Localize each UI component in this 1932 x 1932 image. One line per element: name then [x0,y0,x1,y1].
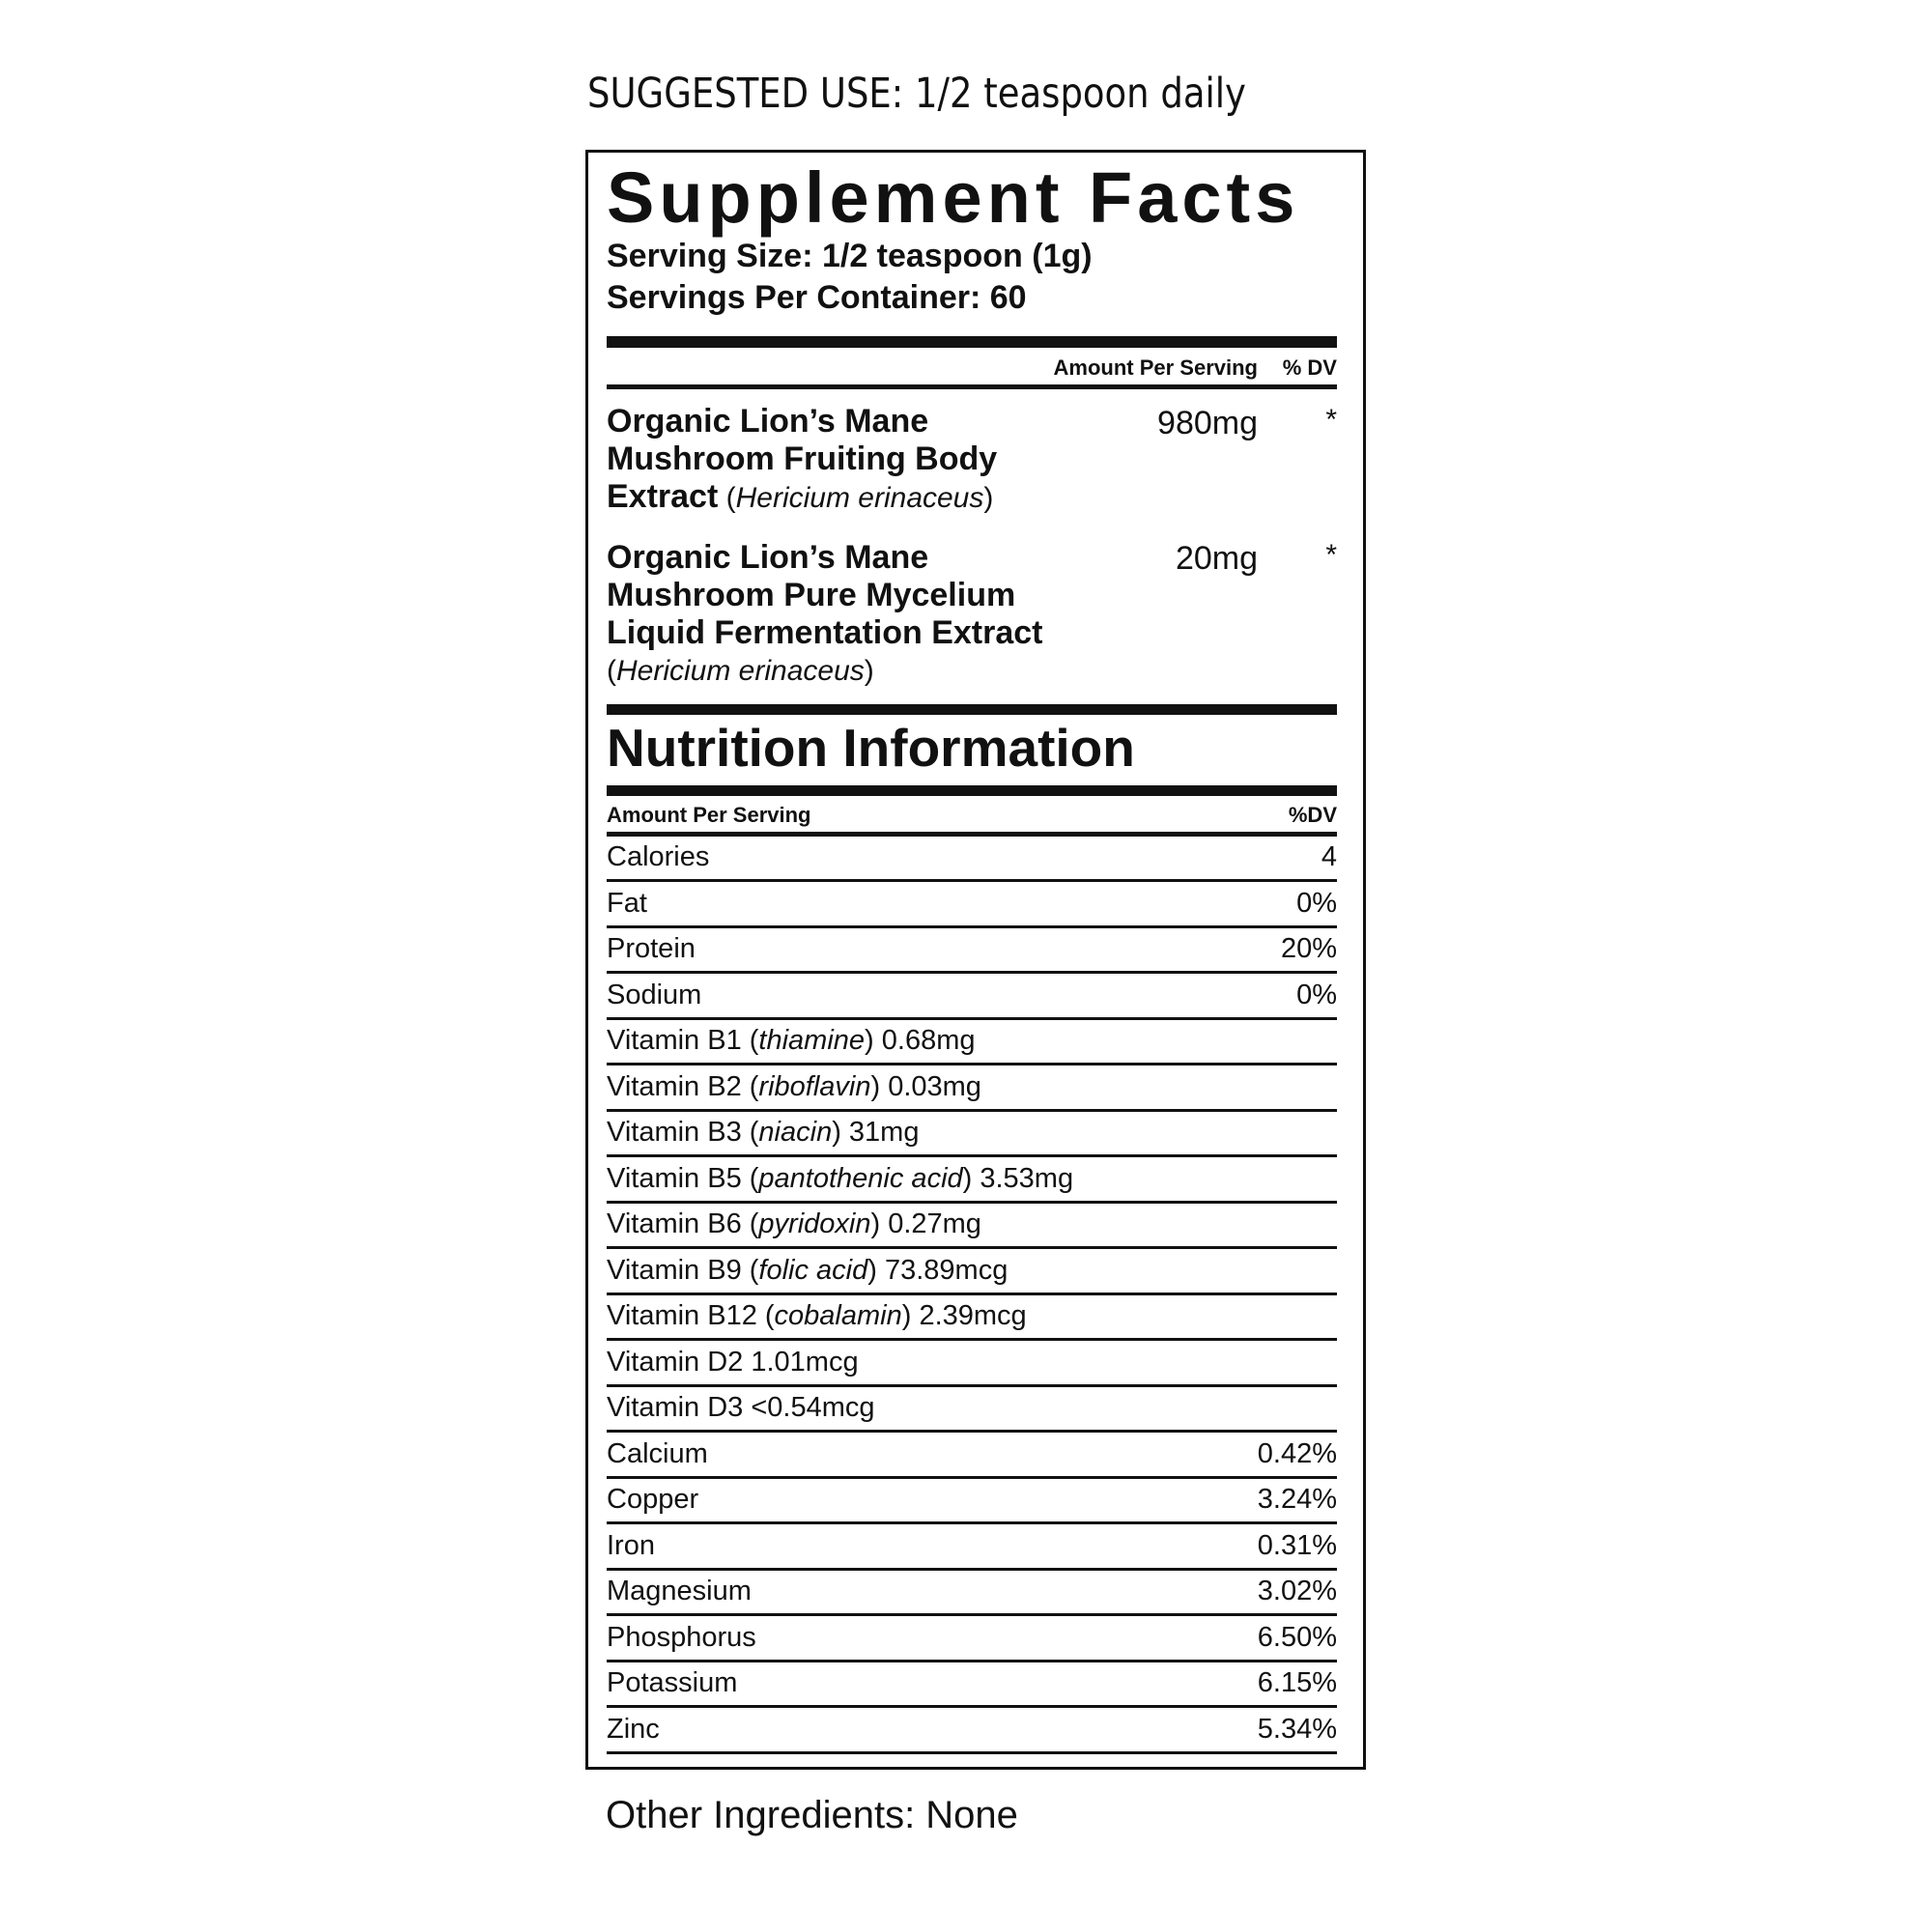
nutrition-row [607,1617,1337,1662]
nutrient-label-prefix: Vitamin B6 ( [607,1208,759,1239]
nutrition-row [607,1709,1337,1754]
nutrient-value: 3.02% [1257,1576,1337,1606]
nutrient-label: Zinc [607,1713,660,1745]
ingredient-2-scientific [607,652,1043,690]
nutrient-label-suffix: ) 2.39mcg [901,1300,1027,1331]
nutrient-label-prefix: Vitamin B5 ( [607,1162,759,1194]
nutrient-value: 20% [1280,933,1337,964]
nutrient-label [607,1300,1027,1332]
nutrition-row [607,1112,1337,1157]
nutrition-col-dv: %DV [1288,803,1337,827]
nutrition-row [607,1158,1337,1204]
supplement-facts-title: Supplement Facts [607,157,1300,238]
thick-divider [607,785,1337,796]
nutrition-row [607,883,1337,928]
nutrient-label-suffix: ) 3.53mg [962,1162,1074,1194]
col-header-dv: % DV [1282,355,1337,380]
suggested-use: SUGGESTED USE: 1/2 teaspoon daily [587,70,1246,118]
supplement-facts-panel [585,150,1366,1770]
nutrient-value: 5.34% [1257,1713,1337,1745]
serving-size: Serving Size: 1/2 teaspoon (1g) [607,238,1093,274]
thick-divider [607,704,1337,715]
nutrition-row [607,837,1337,882]
ingredient-1-scientific [718,482,993,514]
sci-name: Hericium erinaceus [616,655,865,687]
nutrition-title: Nutrition Information [607,718,1135,778]
nutrient-label-prefix: Vitamin B3 ( [607,1117,759,1148]
nutrient-label: Phosphorus [607,1621,756,1653]
ingredient-2-dv: * [1325,539,1337,571]
nutrition-row [607,1250,1337,1295]
nutrient-label: Copper [607,1484,699,1515]
nutrient-value: 0.31% [1257,1529,1337,1561]
ingredient-1-line-1: Organic Lion’s Mane [607,403,929,440]
nutrient-label [607,1117,919,1149]
nutrition-row [607,928,1337,974]
nutrition-row [607,975,1337,1020]
nutrient-value: 0.42% [1257,1437,1337,1469]
nutrient-label: Iron [607,1529,655,1561]
nutrient-label-prefix: Vitamin B12 ( [607,1300,775,1331]
nutrient-label-italic: folic acid [758,1254,868,1286]
ingredient-2-amount: 20mg [1175,540,1258,577]
nutrition-row [607,1662,1337,1708]
nutrient-value: 4 [1321,841,1337,872]
ingredient-1-name [607,403,997,517]
ingredient-1-line-3: Extract [607,478,719,515]
nutrition-row [607,1066,1337,1112]
ingredient-2-line-2: Mushroom Pure Mycelium [607,577,1016,613]
nutrient-label-prefix: Vitamin B9 ( [607,1254,759,1286]
ingredient-1-line-2: Mushroom Fruiting Body [607,440,998,477]
nutrient-label: Calcium [607,1437,708,1469]
nutrient-value: 3.24% [1257,1484,1337,1515]
nutrition-row [607,1525,1337,1571]
nutrient-value: 0% [1296,887,1337,919]
nutrient-label-italic: riboflavin [758,1070,871,1102]
sci-open: ( [718,482,736,514]
nutrient-label: Sodium [607,979,702,1010]
nutrient-label [607,1255,1008,1287]
nutrient-label: Magnesium [607,1576,752,1606]
nutrient-label [607,1071,981,1103]
nutrient-label-suffix: ) 0.27mg [870,1208,981,1239]
nutrient-label [607,1208,981,1240]
nutrition-col-amount: Amount Per Serving [607,803,811,827]
nutrition-row [607,1387,1337,1433]
sci-open: ( [607,655,616,687]
header-divider [607,384,1337,389]
nutrient-label-prefix: Vitamin B1 ( [607,1025,759,1056]
ingredient-1-amount: 980mg [1157,405,1258,441]
nutrient-label: Calories [607,841,710,872]
nutrition-row [607,1479,1337,1524]
nutrient-label [607,1163,1073,1195]
nutrient-label [607,1025,976,1057]
thick-divider [607,336,1337,348]
col-header-amount: Amount Per Serving [1053,355,1258,380]
nutrient-label-prefix: Vitamin B2 ( [607,1070,759,1102]
sci-close: ) [864,655,874,687]
ingredient-2-line-1: Organic Lion’s Mane [607,539,929,576]
sci-name: Hericium erinaceus [735,482,984,514]
nutrient-label: Vitamin D2 1.01mcg [607,1346,859,1378]
nutrition-row [607,1342,1337,1387]
nutrient-label: Fat [607,887,647,919]
ingredient-2-line-3: Liquid Fermentation Extract [607,614,1043,651]
nutrient-label-italic: pyridoxin [758,1208,871,1239]
nutrition-row [607,1020,1337,1065]
nutrient-label-italic: thiamine [758,1025,866,1056]
nutrient-label-italic: cobalamin [774,1300,902,1331]
nutrient-label: Potassium [607,1667,738,1698]
nutrient-value: 6.15% [1257,1667,1337,1698]
nutrient-value: 0% [1296,979,1337,1010]
servings-per-container: Servings Per Container: 60 [607,279,1027,316]
nutrient-value: 6.50% [1257,1621,1337,1653]
ingredient-2-name [607,539,1043,690]
nutrient-label-suffix: ) 73.89mcg [867,1254,1009,1286]
nutrient-label-suffix: ) 0.68mg [865,1025,976,1056]
sci-close: ) [983,482,994,514]
nutrition-row [607,1204,1337,1249]
nutrient-label: Vitamin D3 <0.54mcg [607,1392,875,1423]
nutrition-row [607,1434,1337,1479]
ingredient-1-dv: * [1325,404,1337,436]
nutrient-label-italic: niacin [758,1117,833,1148]
nutrient-label-suffix: ) 31mg [832,1117,920,1148]
other-ingredients: Other Ingredients: None [606,1794,1018,1836]
nutrient-label: Protein [607,933,696,964]
nutrition-row [607,1571,1337,1616]
nutrition-row [607,1295,1337,1341]
nutrient-label-suffix: ) 0.03mg [870,1070,981,1102]
nutrient-label-italic: pantothenic acid [758,1162,963,1194]
